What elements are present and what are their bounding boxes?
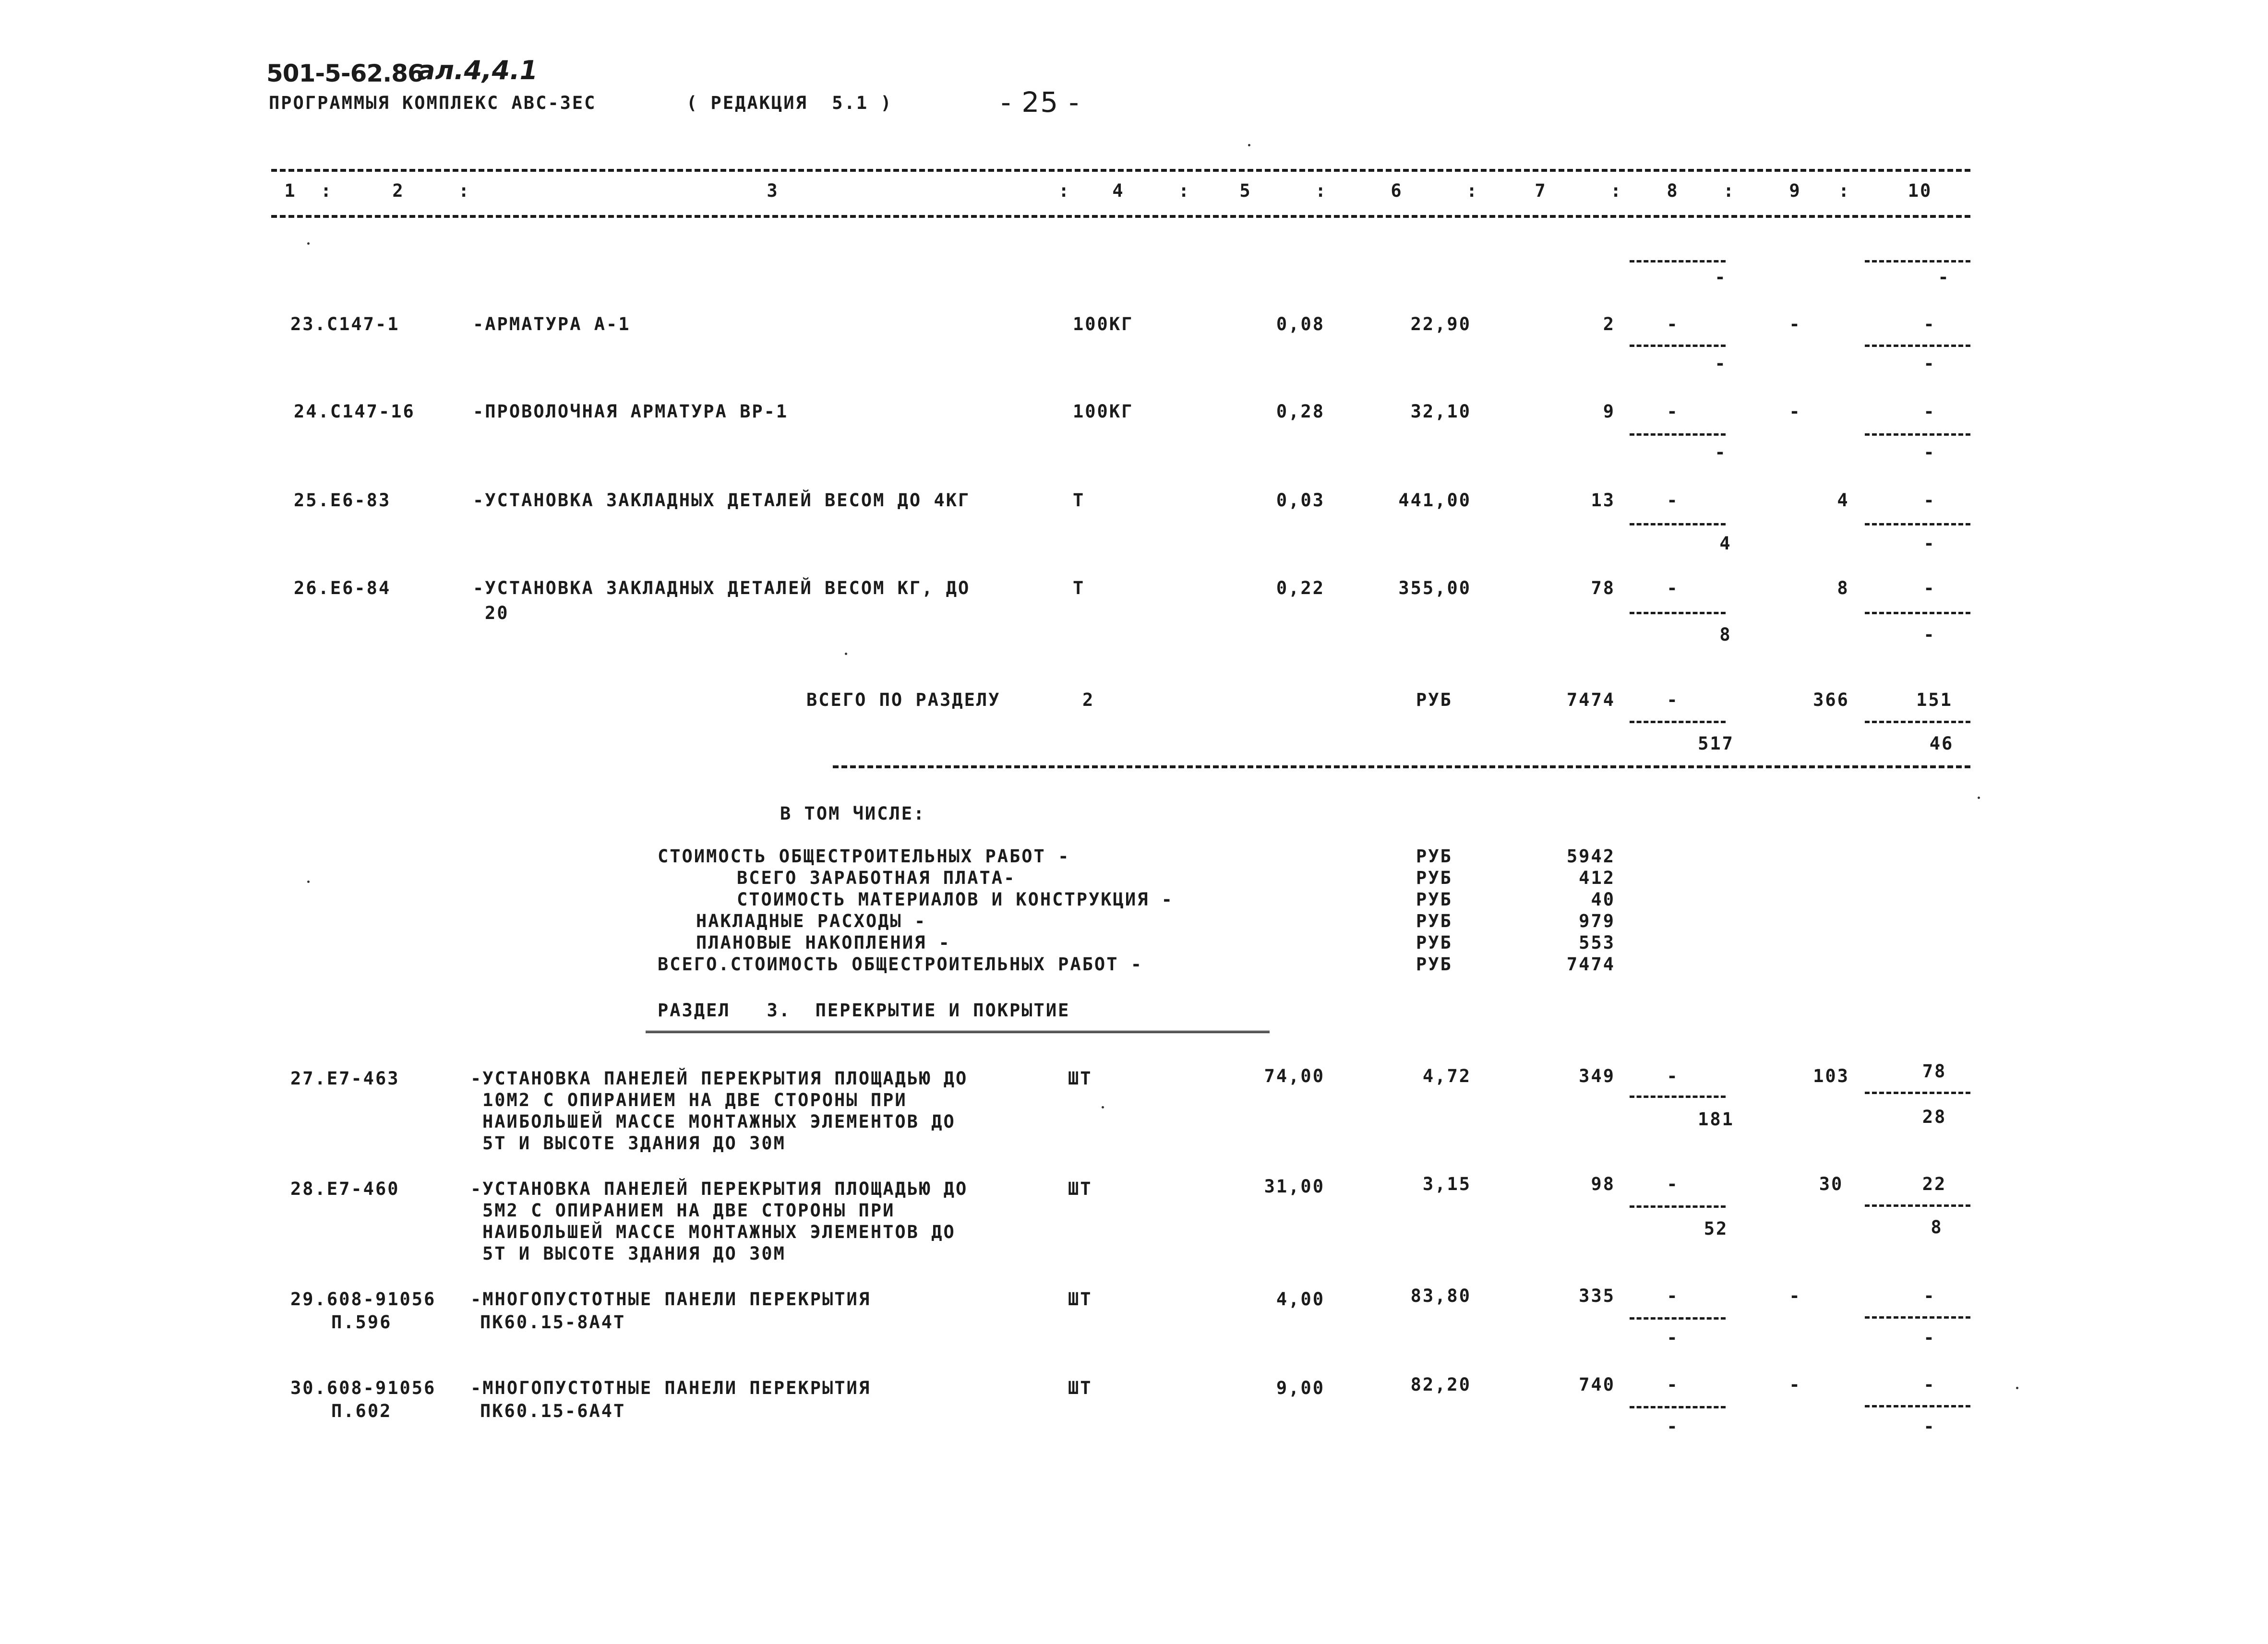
- breakdown-unit: РУБ: [1416, 846, 1452, 867]
- col-5: 5: [1239, 180, 1252, 201]
- row-col8-sub: 52: [1704, 1218, 1728, 1239]
- row-col8-sub: -: [1667, 1416, 1679, 1437]
- row-col8: -: [1667, 1286, 1679, 1306]
- section-total-col8-sub: 517: [1698, 733, 1734, 754]
- breakdown-title: В ТОМ ЧИСЛЕ:: [780, 803, 926, 824]
- breakdown-value: 553: [1579, 932, 1615, 953]
- breakdown-unit: РУБ: [1416, 954, 1452, 975]
- scan-speck: [1978, 797, 1980, 799]
- row-description: -ПРОВОЛОЧНАЯ АРМАТУРА ВР-1: [473, 401, 789, 422]
- col-7: 7: [1535, 180, 1547, 201]
- row-number: 23: [290, 314, 315, 334]
- row-code: Е7-463: [326, 1068, 400, 1089]
- row-qty: 0,28: [1276, 401, 1325, 422]
- row-total: 13: [1591, 490, 1615, 511]
- row-col8: -: [1667, 578, 1679, 598]
- section-total-col8: -: [1667, 690, 1679, 710]
- breakdown-value: 5942: [1566, 846, 1615, 867]
- row-description: -УСТАНОВКА ЗАКЛАДНЫХ ДЕТАЛЕЙ ВЕСОМ ДО 4КГ: [473, 490, 971, 511]
- scan-speck: [1248, 144, 1250, 146]
- section-total-col10-sub: 46: [1929, 733, 1954, 754]
- breakdown-label: НАКЛАДНЫЕ РАСХОДЫ -: [696, 911, 927, 931]
- row-number: 28: [290, 1179, 315, 1199]
- row-qty: 0,22: [1276, 578, 1325, 598]
- row-col10: -: [1923, 401, 1936, 422]
- row-unit: ШТ: [1068, 1179, 1092, 1199]
- row-col9: 30: [1819, 1174, 1844, 1194]
- row-qty: 9,00: [1276, 1378, 1325, 1398]
- row-description-line: НАИБОЛЬШЕЙ МАССЕ МОНТАЖНЫХ ЭЛЕМЕНТОВ ДО: [482, 1222, 956, 1242]
- row-code: С147-16: [330, 401, 415, 422]
- row-col9: 103: [1813, 1066, 1849, 1086]
- row-unit: Т: [1073, 578, 1085, 598]
- row-col9: -: [1789, 1286, 1801, 1306]
- row-col10: -: [1923, 1374, 1936, 1395]
- section-3-title: РАЗДЕЛ 3. ПЕРЕКРЫТИЕ И ПОКРЫТИЕ: [658, 1000, 1070, 1021]
- row-col10-sub: -: [1923, 533, 1936, 554]
- row-unit: 100КГ: [1073, 401, 1134, 422]
- row-col9: 8: [1837, 578, 1849, 598]
- row-price: 355,00: [1398, 578, 1471, 598]
- breakdown-unit: РУБ: [1416, 932, 1452, 953]
- row-price: 3,15: [1422, 1174, 1471, 1194]
- col-8: 8: [1667, 180, 1679, 201]
- section-total-col10: 151: [1916, 690, 1953, 710]
- section-3-underline: [646, 1031, 1270, 1034]
- breakdown-label: ВСЕГО ЗАРАБОТНАЯ ПЛАТА-: [737, 868, 1016, 888]
- row-col8-sub: 181: [1698, 1109, 1734, 1130]
- header-rule-top: [271, 169, 1970, 172]
- row-col10-sub: 8: [1931, 1217, 1943, 1238]
- scan-speck: [1102, 1106, 1104, 1108]
- header-rule-bottom: [271, 215, 1970, 218]
- row-code: Е7-460: [326, 1179, 400, 1199]
- row-total: 9: [1603, 401, 1615, 422]
- col-10: 10: [1908, 180, 1932, 201]
- row-total: 2: [1603, 314, 1615, 334]
- row-number: 25: [294, 490, 318, 511]
- row-qty: 31,00: [1264, 1176, 1325, 1197]
- row-unit: ШТ: [1068, 1378, 1092, 1398]
- row-unit: Т: [1073, 490, 1085, 511]
- row-code-sub: П.602: [331, 1401, 392, 1421]
- section-total-unit: РУБ: [1416, 690, 1452, 710]
- row-total: 349: [1579, 1066, 1615, 1086]
- row-qty: 74,00: [1264, 1066, 1325, 1086]
- row-number: 27: [290, 1068, 315, 1089]
- program-edition: ( РЕДАКЦИЯ 5.1 ): [686, 93, 893, 113]
- row-description-line: НАИБОЛЬШЕЙ МАССЕ МОНТАЖНЫХ ЭЛЕМЕНТОВ ДО: [482, 1111, 956, 1132]
- breakdown-label: ВСЕГО.СТОИМОСТЬ ОБЩЕСТРОИТЕЛЬНЫХ РАБОТ -: [658, 954, 1143, 975]
- row-col8: -: [1667, 1174, 1679, 1194]
- section-total-label: ВСЕГО ПО РАЗДЕЛУ: [806, 690, 1001, 710]
- row-col8: -: [1667, 1066, 1679, 1086]
- row-qty: 0,08: [1276, 314, 1325, 334]
- row-description-line: ПК60.15-8А4Т: [480, 1312, 626, 1333]
- row-col10: -: [1923, 1286, 1936, 1306]
- row-col8: -: [1667, 490, 1679, 511]
- row-col10: -: [1923, 490, 1936, 511]
- row-col8-sub: -: [1715, 442, 1727, 463]
- col-2: 2: [392, 180, 405, 201]
- row-number: 24: [294, 401, 318, 422]
- row-description: -УСТАНОВКА ПАНЕЛЕЙ ПЕРЕКРЫТИЯ ПЛОЩАДЬЮ ДО: [470, 1179, 968, 1199]
- col-1: 1: [284, 180, 297, 201]
- section-total-col9: 366: [1813, 690, 1849, 710]
- row-col10: 78: [1922, 1061, 1947, 1082]
- row-code: Е6-83: [330, 490, 391, 511]
- row-description-line: 5Т И ВЫСОТЕ ЗДАНИЯ ДО 30М: [482, 1133, 786, 1154]
- row-total: 98: [1591, 1174, 1615, 1194]
- row-description: -МНОГОПУСТОТНЫЕ ПАНЕЛИ ПЕРЕКРЫТИЯ: [470, 1289, 871, 1310]
- row-col10: 22: [1922, 1174, 1947, 1194]
- row-col8-sub: -: [1667, 1327, 1679, 1348]
- row-number: 26: [294, 578, 318, 598]
- row-col8-sub: -: [1715, 353, 1727, 374]
- row-col8-sub: 4: [1719, 533, 1732, 554]
- row-col10: -: [1923, 314, 1936, 334]
- row-qty: 0,03: [1276, 490, 1325, 511]
- row-col9: -: [1789, 401, 1801, 422]
- breakdown-label: СТОИМОСТЬ ОБЩЕСТРОИТЕЛЬНЫХ РАБОТ -: [658, 846, 1070, 867]
- row-total: 335: [1579, 1286, 1615, 1306]
- scan-speck: [307, 881, 310, 883]
- section-total-value: 7474: [1566, 690, 1615, 710]
- row-col10-sub: -: [1923, 624, 1936, 645]
- row-col9: -: [1789, 1374, 1801, 1395]
- row-col8-sub: 8: [1719, 624, 1732, 645]
- row-unit: 100КГ: [1073, 314, 1134, 334]
- row-col10-sub: 28: [1922, 1107, 1947, 1127]
- page-number: - 25 -: [1001, 86, 1080, 119]
- document-code: 501-5-62.86: [266, 60, 424, 87]
- row-col9: -: [1789, 314, 1801, 334]
- breakdown-label: СТОИМОСТЬ МАТЕРИАЛОВ И КОНСТРУКЦИЯ -: [737, 889, 1174, 910]
- row-description: -МНОГОПУСТОТНЫЕ ПАНЕЛИ ПЕРЕКРЫТИЯ: [470, 1378, 871, 1398]
- row-code: Е6-84: [330, 578, 391, 598]
- row-code: 608-91056: [326, 1289, 436, 1310]
- row-total: 740: [1579, 1374, 1615, 1395]
- col-3: 3: [767, 180, 779, 201]
- scan-speck: [845, 653, 847, 655]
- breakdown-value: 40: [1591, 889, 1615, 910]
- row-col9: 4: [1837, 490, 1849, 511]
- row-unit: ШТ: [1068, 1289, 1092, 1310]
- row-col8: -: [1667, 1374, 1679, 1395]
- row-description: -УСТАНОВКА ЗАКЛАДНЫХ ДЕТАЛЕЙ ВЕСОМ КГ, ДО: [473, 578, 971, 598]
- row-description-line2: 20: [485, 603, 509, 623]
- breakdown-value: 7474: [1566, 954, 1615, 975]
- row-description-line: 5Т И ВЫСОТЕ ЗДАНИЯ ДО 30М: [482, 1243, 786, 1264]
- row-price: 32,10: [1410, 401, 1471, 422]
- row-col10-sub: -: [1923, 353, 1936, 374]
- row-description: -УСТАНОВКА ПАНЕЛЕЙ ПЕРЕКРЫТИЯ ПЛОЩАДЬЮ ДО: [470, 1068, 968, 1089]
- row-code-sub: П.596: [331, 1312, 392, 1333]
- breakdown-value: 979: [1579, 911, 1615, 931]
- row-code: 608-91056: [326, 1378, 436, 1398]
- row-description: -АРМАТУРА А-1: [473, 314, 631, 334]
- scan-speck: [307, 242, 310, 245]
- row-col10: -: [1923, 578, 1936, 598]
- breakdown-label: ПЛАНОВЫЕ НАКОПЛЕНИЯ -: [696, 932, 951, 953]
- row-price: 4,72: [1422, 1066, 1471, 1086]
- row-col10-sub: -: [1923, 442, 1936, 463]
- breakdown-value: 412: [1579, 868, 1615, 888]
- breakdown-unit: РУБ: [1416, 911, 1452, 931]
- row-col10-sub: -: [1923, 1416, 1936, 1437]
- row-price: 441,00: [1398, 490, 1471, 511]
- col-9: 9: [1789, 180, 1801, 201]
- row-col8: -: [1667, 401, 1679, 422]
- row-price: 82,20: [1410, 1374, 1471, 1395]
- row-total: 78: [1591, 578, 1615, 598]
- section-total-section: 2: [1082, 690, 1095, 710]
- row-col10-sub: -: [1923, 1327, 1936, 1348]
- program-name: ПРОГРАММЫЯ КОМПЛЕКС АВС-3ЕС: [269, 93, 597, 113]
- col-6: 6: [1391, 180, 1403, 201]
- row-code: С147-1: [326, 314, 400, 334]
- col-4: 4: [1112, 180, 1125, 201]
- breakdown-unit: РУБ: [1416, 868, 1452, 888]
- scan-speck: [2016, 1387, 2018, 1389]
- row-description-line: 5М2 С ОПИРАНИЕМ НА ДВЕ СТОРОНЫ ПРИ: [482, 1200, 895, 1221]
- row-price: 83,80: [1410, 1286, 1471, 1306]
- handwritten-reference: ал.4,4.1: [418, 55, 538, 85]
- section-total-rule: [833, 765, 1970, 768]
- row-unit: ШТ: [1068, 1068, 1092, 1089]
- row-description-line: ПК60.15-6А4Т: [480, 1401, 626, 1421]
- row-number: 29: [290, 1289, 315, 1310]
- row-col8: -: [1667, 314, 1679, 334]
- row-number: 30: [290, 1378, 315, 1398]
- row-qty: 4,00: [1276, 1289, 1325, 1310]
- row-description-line: 10М2 С ОПИРАНИЕМ НА ДВЕ СТОРОНЫ ПРИ: [482, 1090, 907, 1110]
- row-price: 22,90: [1410, 314, 1471, 334]
- breakdown-unit: РУБ: [1416, 889, 1452, 910]
